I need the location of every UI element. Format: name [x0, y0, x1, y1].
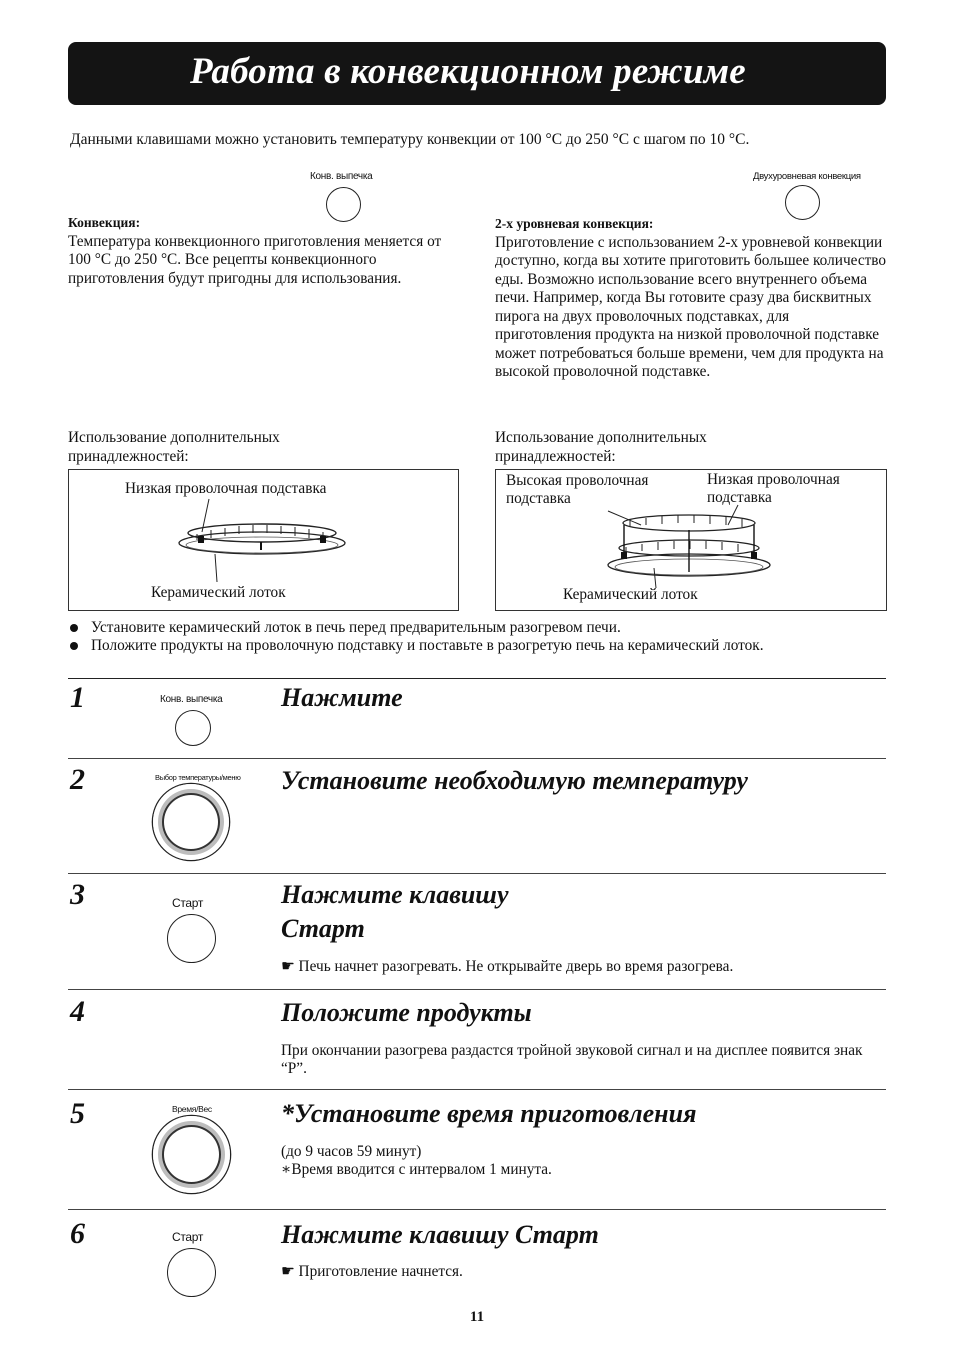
step-4-note: При окончании разогрева раздастся тройной звуковой сигнал и на дисплее появится знак “P”. [281, 1042, 863, 1077]
convection-heading: Конвекция: [68, 215, 141, 230]
step-2-number: 2 [70, 763, 85, 796]
page-title: Работа в конвекционном режиме [190, 51, 746, 92]
divider [68, 678, 886, 679]
single-rack-illustration [69, 470, 458, 610]
right-low-rack-label: Низкая проволочная подставка [707, 471, 840, 506]
right-tray-label: Керамический лоток [563, 586, 698, 603]
step-5-note: (до 9 часов 59 минут) ∗Время вводится с интервалом 1 минута. [281, 1143, 552, 1178]
step-1-button-label: Конв. выпечка [160, 694, 223, 705]
two-level-text: Приготовление с использованием 2-х уровневой конвекции доступно, когда вы хотите приготовить большее количество еды. Возможно использование всего внутреннего объема печи. Например, когда Вы готовите сразу два бисквитных пирога на двух проволочных подставках, для приготовления продукта на низкой проволочной подставке может потребоваться больше времени, чем для продукта на высокой проволочной подставке. [495, 233, 887, 380]
bullet-item: Установите керамический лоток в печь перед предварительным разогревом печи. [68, 619, 858, 637]
tray-label: Керамический лоток [151, 584, 286, 601]
temperature-menu-dial[interactable] [153, 784, 229, 860]
divider [68, 758, 886, 759]
step-3-note: ☛ Печь начнет разогревать. Не открывайте дверь во время разогрева. [281, 958, 734, 975]
accessories-right-diagram [495, 469, 887, 611]
divider [68, 989, 886, 990]
step-1-heading: Нажмите [281, 683, 403, 712]
step-2-heading: Установите необходимую температуру [281, 766, 748, 795]
pointing-hand-icon: ☛ [281, 1263, 295, 1280]
step-4-heading: Положите продукты [281, 998, 532, 1027]
step-2-dial-label: Выбор температуры/меню [155, 773, 241, 782]
bullet-item: Положите продукты на проволочную подставку и поставьте в разогретую печь на керамический лоток. [68, 637, 858, 655]
asterisk-icon: ∗ [281, 1161, 292, 1178]
intro-text: Данными клавишами можно установить температуру конвекции от 100 °C до 250 °C с шагом по 10 °C. [70, 131, 750, 148]
step-6-note: ☛ Приготовление начнется. [281, 1263, 463, 1280]
convection-bake-button[interactable] [175, 710, 211, 746]
start-button[interactable] [167, 1248, 216, 1297]
convection-text: Температура конвекционного приготовления меняется от 100 °C до 250 °C. Все рецепты конвекционного приготовления будут пригодны для использования. [68, 232, 442, 287]
pointing-hand-icon: ☛ [281, 958, 295, 975]
step-3-number: 3 [70, 878, 85, 911]
low-rack-label: Низкая проволочная подставка [125, 480, 327, 497]
step-3-button-label: Старт [172, 896, 204, 910]
step-6-heading: Нажмите клавишу Старт [281, 1220, 599, 1249]
two-level-button-label: Двухуровневая конвекция [753, 171, 861, 182]
high-rack-label: Высокая проволочная подставка [506, 472, 649, 507]
bullet-dot-icon [70, 642, 78, 650]
convection-description [68, 214, 448, 288]
divider [68, 1209, 886, 1210]
step-4-number: 4 [70, 995, 85, 1028]
divider [68, 873, 886, 874]
accessories-left-diagram [68, 469, 459, 611]
step-6-number: 6 [70, 1217, 85, 1250]
bullet-list [68, 619, 858, 655]
start-button[interactable] [167, 914, 216, 963]
time-weight-dial[interactable] [153, 1116, 230, 1193]
divider [68, 1089, 886, 1090]
page-number: 11 [469, 1309, 485, 1325]
step-5-dial-label: Время/Вес [172, 1104, 212, 1114]
convection-button-label: Конв. выпечка [310, 171, 373, 182]
step-6-button-label: Старт [172, 1230, 204, 1244]
two-rack-illustration [496, 470, 886, 610]
step-1-number: 1 [70, 681, 85, 714]
step-5-number: 5 [70, 1097, 85, 1130]
accessories-right-caption: Использование дополнительных принадлежностей: [495, 429, 707, 465]
bullet-dot-icon [70, 624, 78, 632]
step-5-heading: *Установите время приготовления [281, 1099, 697, 1128]
two-level-description [495, 215, 887, 382]
two-level-heading: 2-х уровневая конвекция: [495, 216, 654, 231]
accessories-left-caption: Использование дополнительных принадлежностей: [68, 429, 280, 465]
step-3-heading: Нажмите клавишу Старт [281, 880, 509, 943]
